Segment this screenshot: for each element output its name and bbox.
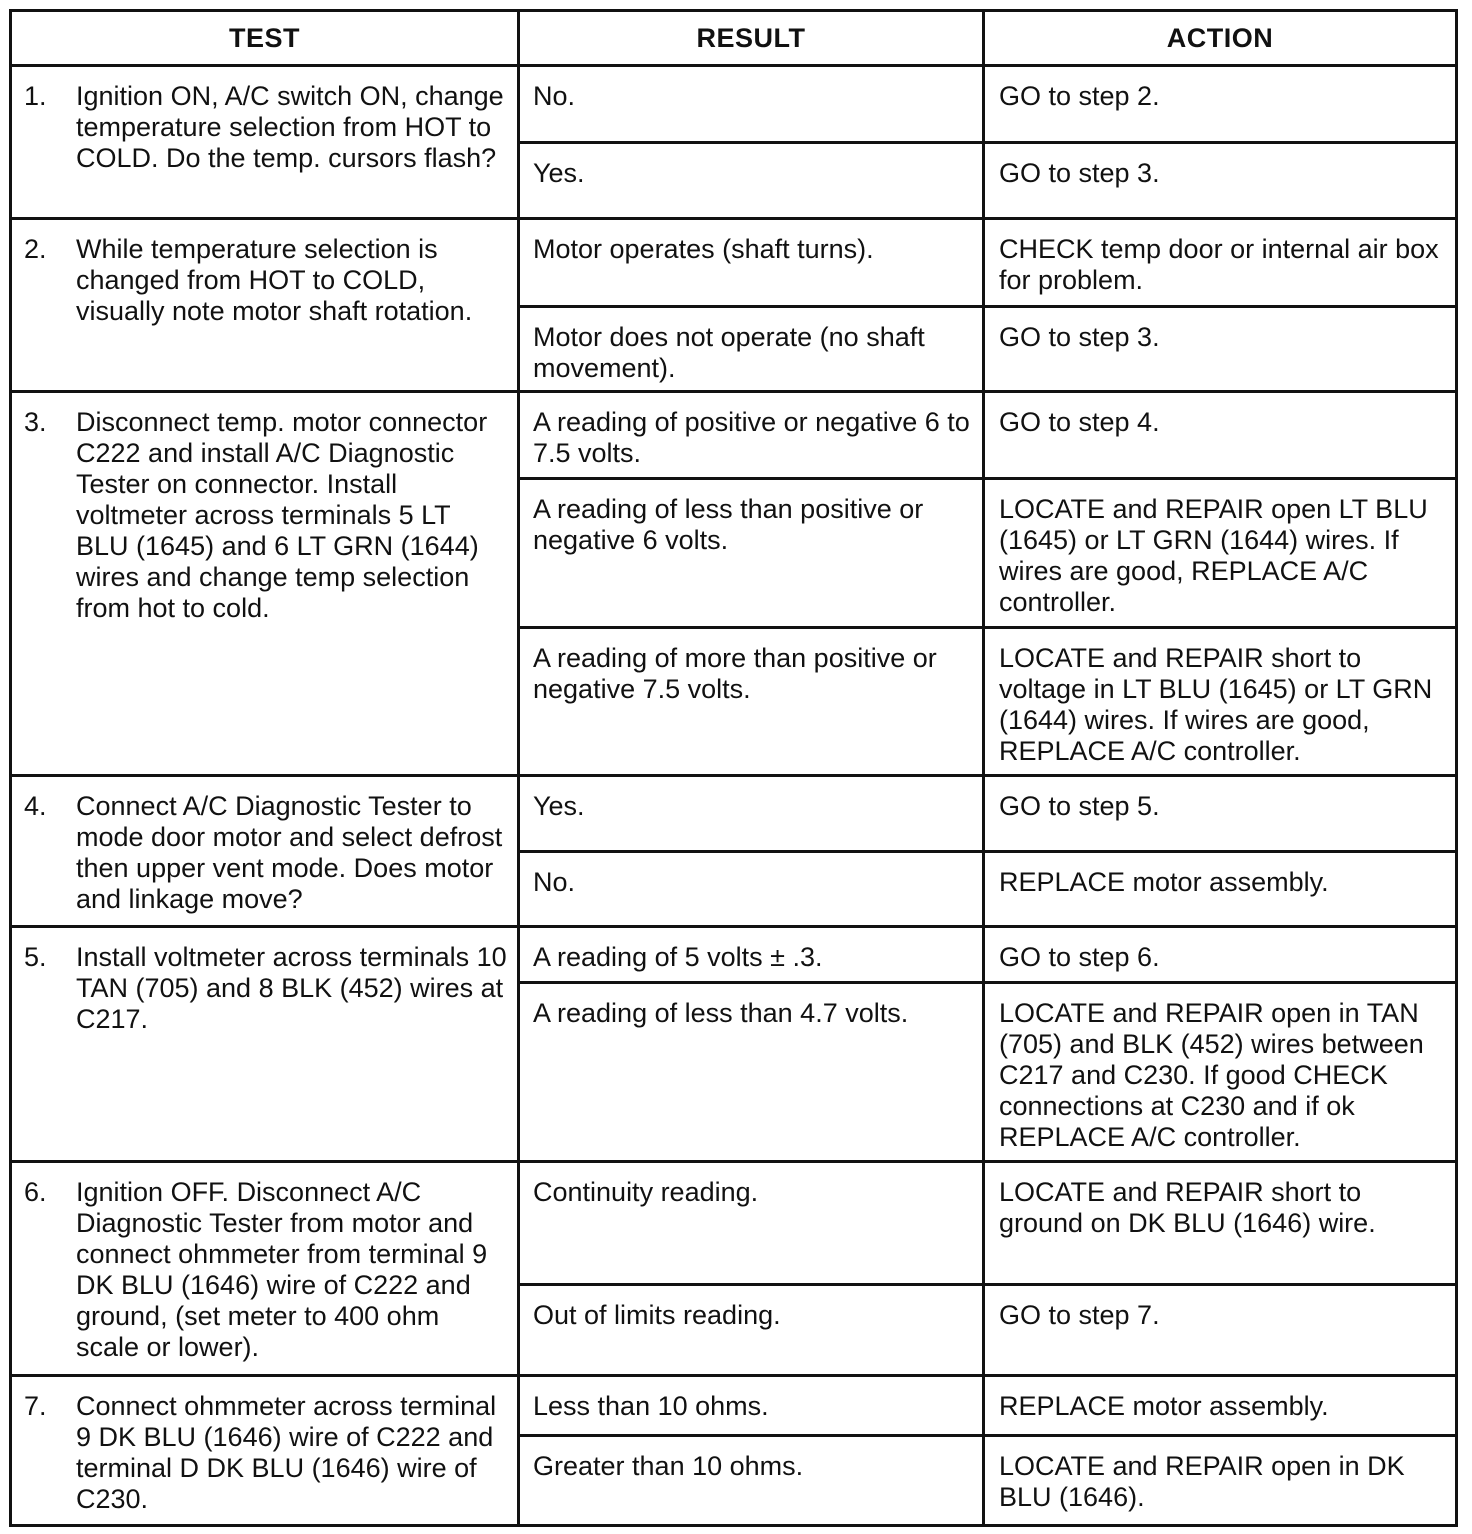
result-text: Motor does not operate (no shaft movement). [533, 322, 925, 383]
action-text: LOCATE and REPAIR open in TAN (705) and BLK (452) wires between C217 and C230. If good CHECK connections at C230 and if ok REPLACE A/C controller. [999, 998, 1424, 1152]
result-cell [519, 852, 984, 927]
step-test-text: While temperature selection is changed from HOT to COLD, visually note motor shaft rotation. [76, 234, 473, 326]
action-cell [984, 1376, 1457, 1436]
action-cell [984, 307, 1457, 392]
result-text: A reading of less than 4.7 volts. [533, 998, 909, 1028]
test-cell [11, 219, 519, 392]
step-number: 7. [24, 1391, 47, 1421]
action-text: GO to step 2. [999, 81, 1160, 111]
step-number: 1. [24, 81, 47, 111]
result-text: Greater than 10 ohms. [533, 1451, 804, 1481]
header-result: RESULT [519, 11, 984, 66]
result-text: Continuity reading. [533, 1177, 759, 1207]
step-test-text: Connect A/C Diagnostic Tester to mode door motor and select defrost then upper vent mode. Does motor and linkage move? [76, 791, 503, 914]
step-test-text: Disconnect temp. motor connector C222 and install A/C Diagnostic Tester on connector. Install voltmeter across terminals 5 LT BLU (1645) and 6 LT GRN (1644) wires and change temp selection from hot to cold. [76, 407, 488, 623]
step-number: 6. [24, 1177, 47, 1207]
action-text: GO to step 6. [999, 942, 1160, 972]
action-cell [984, 628, 1457, 776]
result-cell [519, 1162, 984, 1285]
action-text: REPLACE motor assembly. [999, 867, 1329, 897]
step-number: 5. [24, 942, 47, 972]
step-test-text: Ignition OFF. Disconnect A/C Diagnostic Tester from motor and connect ohmmeter from terminal 9 DK BLU (1646) wire of C222 and ground, (set meter to 400 ohm scale or lower). [76, 1177, 488, 1362]
result-cell [519, 219, 984, 307]
step-test-text: Connect ohmmeter across terminal 9 DK BLU (1646) wire of C222 and terminal D DK BLU (1646) wire of C230. [76, 1391, 497, 1514]
result-text: No. [533, 867, 576, 897]
result-cell [519, 1376, 984, 1436]
action-text: GO to step 4. [999, 407, 1160, 437]
action-text: LOCATE and REPAIR open in DK BLU (1646). [999, 1451, 1405, 1512]
action-text: LOCATE and REPAIR open LT BLU (1645) or LT GRN (1644) wires. If wires are good, REPLACE A/C controller. [999, 494, 1428, 617]
action-text: GO to step 3. [999, 158, 1160, 188]
table-row [11, 927, 1457, 983]
action-cell [984, 66, 1457, 143]
test-cell [11, 392, 519, 776]
action-text: CHECK temp door or internal air box for problem. [999, 234, 1439, 295]
result-cell [519, 479, 984, 628]
diagnostic-table [9, 9, 1458, 1527]
header-row [11, 11, 1457, 66]
action-cell [984, 392, 1457, 479]
result-text: Motor operates (shaft turns). [533, 234, 874, 264]
result-text: Yes. [533, 158, 585, 188]
result-text: A reading of more than positive or negative 7.5 volts. [533, 643, 937, 704]
action-cell [984, 852, 1457, 927]
result-cell [519, 66, 984, 143]
result-cell [519, 983, 984, 1162]
action-cell [984, 983, 1457, 1162]
action-cell [984, 143, 1457, 219]
action-text: REPLACE motor assembly. [999, 1391, 1329, 1421]
action-cell [984, 776, 1457, 852]
test-cell [11, 776, 519, 927]
result-text: A reading of 5 volts ± .3. [533, 942, 823, 972]
test-cell [11, 1376, 519, 1526]
result-cell [519, 628, 984, 776]
table-row [11, 776, 1457, 852]
result-text: A reading of positive or negative 6 to 7.5 volts. [533, 407, 970, 468]
result-cell [519, 392, 984, 479]
result-cell [519, 307, 984, 392]
result-text: Out of limits reading. [533, 1300, 781, 1330]
table-row [11, 1162, 1457, 1285]
step-test-text: Install voltmeter across terminals 10 TAN (705) and 8 BLK (452) wires at C217. [76, 942, 507, 1034]
table-row [11, 219, 1457, 307]
action-text: GO to step 5. [999, 791, 1160, 821]
action-cell [984, 219, 1457, 307]
step-number: 2. [24, 234, 47, 264]
result-text: Less than 10 ohms. [533, 1391, 769, 1421]
table-row [11, 1376, 1457, 1436]
test-cell [11, 1162, 519, 1376]
result-cell [519, 1285, 984, 1376]
action-cell [984, 479, 1457, 628]
header-action: ACTION [984, 11, 1457, 66]
result-cell [519, 927, 984, 983]
result-text: A reading of less than positive or negative 6 volts. [533, 494, 924, 555]
result-text: No. [533, 81, 576, 111]
action-cell [984, 1285, 1457, 1376]
action-text: GO to step 7. [999, 1300, 1160, 1330]
header-test: TEST [11, 11, 519, 66]
table-row [11, 392, 1457, 479]
result-text: Yes. [533, 791, 585, 821]
action-text: LOCATE and REPAIR short to ground on DK BLU (1646) wire. [999, 1177, 1376, 1238]
result-cell [519, 1436, 984, 1526]
result-cell [519, 143, 984, 219]
test-cell [11, 927, 519, 1162]
result-cell [519, 776, 984, 852]
action-cell [984, 1436, 1457, 1526]
action-cell [984, 927, 1457, 983]
step-number: 3. [24, 407, 47, 437]
test-cell [11, 66, 519, 219]
step-number: 4. [24, 791, 47, 821]
step-test-text: Ignition ON, A/C switch ON, change temperature selection from HOT to COLD. Do the temp. cursors flash? [76, 81, 504, 173]
action-cell [984, 1162, 1457, 1285]
action-text: LOCATE and REPAIR short to voltage in LT BLU (1645) or LT GRN (1644) wires. If wires are good, REPLACE A/C controller. [999, 643, 1433, 766]
table-row [11, 66, 1457, 143]
action-text: GO to step 3. [999, 322, 1160, 352]
